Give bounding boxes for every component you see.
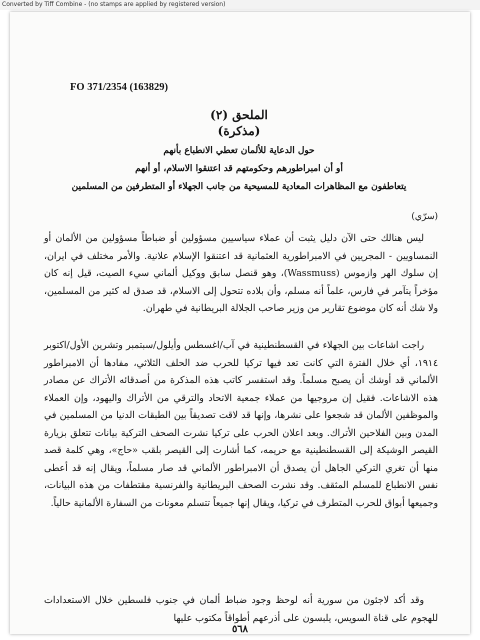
appendix-heading: الملحق (٢) (210, 108, 268, 122)
body-paragraph: ليس هنالك حتى الآن دليل يثبت أن عملاء سياسيين مسؤولين أو ضباطاً مسؤولين من الألمان أو النمساويين - المجريين في الامبراطورية العثمانية قد اعتنقوا الإسلام علانية. والأمر مختلف في ايران، إن سلوك الهر وازموس (Wassmuss)، وهو قنصل سابق ووكيل ألماني سيء الصيت، قيل إنه كان مؤخراً يتآمر في فارس، علماً أنه مسلم، وأن بلاده تتحول إلى الاسلام، قد صدق له كثير من المسلمين، ولا شك أنه كان موضوع تقارير من وزير صاحب الجلالة البريطانية في طهران. (44, 233, 438, 314)
body-paragraph: وقد أكد لاجئون من سورية أنه لوحظ وجود ضباط ألمان في جنوب فلسطين خلال الاستعدادات للهجوم على قناة السويس، يلبسون على أذرعهم أطواقاً مكتوب عليها (44, 595, 438, 624)
title-line: يتعاطفون مع المظاهرات المعادية للمسيحية من جانب الجهلاء أو المتطرفين من المسلمين (71, 182, 407, 192)
classification-label: (سرّي) (411, 212, 438, 222)
title-line: حول الدعاية للألمان تعطي الانطباع بأنهم (163, 146, 315, 156)
memo-heading: (مذكرة) (217, 124, 261, 138)
converter-banner: Converted by Tiff Combine - (no stamps are applied by registered version) (0, 0, 480, 10)
document-title (38, 142, 440, 196)
title-line: أو أن امبراطورهم وحكومتهم قد اعتنقوا الاسلام، أو أنهم (135, 164, 343, 174)
page-number: ٥٦٨ (231, 624, 249, 635)
archive-reference: FO 371/2354 (163829) (70, 82, 168, 93)
body-paragraph: راجت اشاعات بين الجهلاء في القسطنطينية في آب/اغسطس وأيلول/سبتمبر وتشرين الأول/اكتوبر ١٩١٤، أي خلال الفترة التي كانت تعد فيها تركيا للحرب ضد الحلف الثلاثي، مفادها أن الامبراطور الألماني قد أوشك أن يصبح مسلماً. وقد استفسر كاتب هذه المذكرة من أصدقائه الأتراك عن مصادر هذه الاشاعات. فقيل إن مروجيها من عملاء جمعية الاتحاد والترقي من الأتراك واليهود، وإن العملاء والموظفين الألمان قد شجعوا على نشرها، وإنها قد لاقت تصديقاً بين الطبقات الدنيا من المسلمين في المدن وبين الفلاحين الأتراك. وبعد اعلان الحرب على تركيا نشرت الصحف التركية بيانات تتعلق بزيارة القيصر الوشيكة إلى القسطنطينية مع حريمه، كما أشارت إلى القيصر بلقب «حاج»، وهي كلمة قصد منها أن تغري التركي الجاهل أن يصدق أن الامبراطور الألماني قد صار مسلماً، ويقال إنه قد أعطى نفس الانطباع للمسلم المثقف. وقد نشرت الصحف البريطانية والفرنسية مقتطفات من هذه البيانات، وجميعها أبواق للحرب المتطرف في تركيا، ويقال إنها جميعاً تتسلم معونات من السفارة الألمانية حالياً. (44, 340, 438, 509)
document-page (10, 12, 470, 634)
